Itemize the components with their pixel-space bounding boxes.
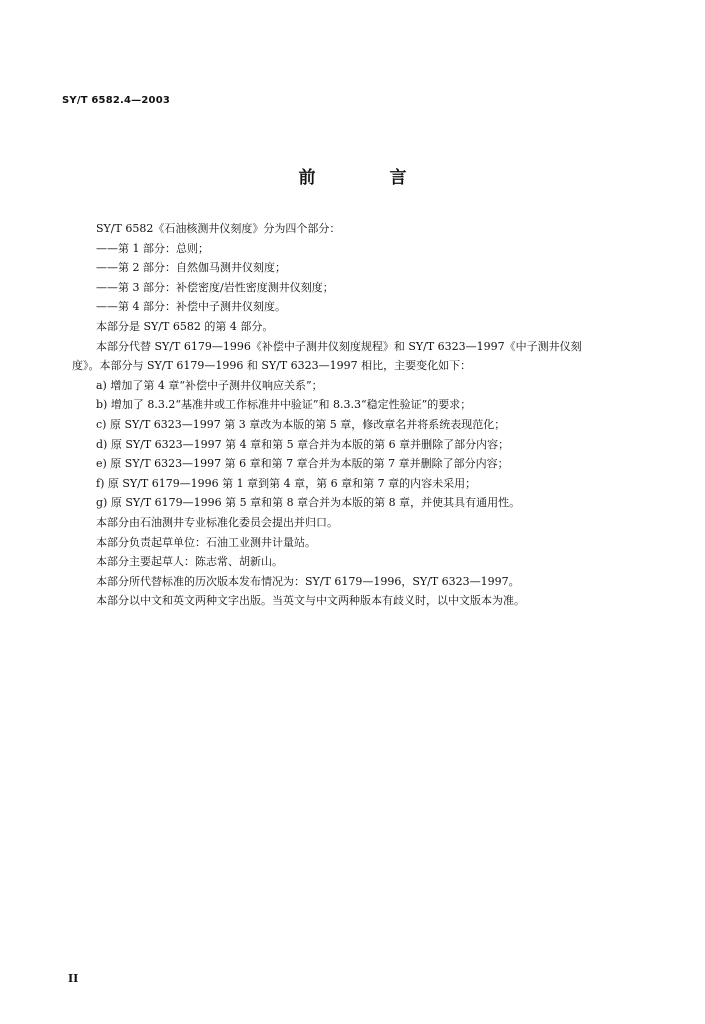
preface-line: a) 增加了第 4 章“补偿中子测井仪响应关系”； [96, 378, 323, 392]
preface-line: f) 原 SY/T 6179—1996 第 1 章到第 4 章，第 6 章和第 7 章的内容未采用； [96, 476, 477, 490]
preface-line: ——第 2 部分：自然伽马测井仪刻度； [96, 261, 286, 275]
preface-line: d) 原 SY/T 6323—1997 第 4 章和第 5 章合并为本版的第 6 章并删除了部分内容； [96, 437, 510, 451]
preface-line: 本部分主要起草人：陈志常、胡新山。 [96, 555, 283, 569]
standard-code: SY/T 6582.4—2003 [62, 95, 171, 106]
preface-line: SY/T 6582《石油核测井仪刻度》分为四个部分： [96, 222, 341, 235]
preface-line: 度》。本部分与 SY/T 6179—1996 和 SY/T 6323—1997 相比，主要变化如下： [72, 359, 472, 373]
page-number: II [68, 972, 79, 985]
preface-line: 本部分以中文和英文两种文字出版。当英文与中文两种版本有歧义时，以中文版本为准。 [96, 594, 525, 608]
preface-line: b) 增加了 8.3.2“基准井或工作标准井中验证”和 8.3.3“稳定性验证”的要求； [96, 398, 472, 412]
preface-line: 本部分由石油测井专业标准化委员会提出并归口。 [96, 515, 338, 529]
preface-line: c) 原 SY/T 6323—1997 第 3 章改为本版的第 5 章，修改章名并将系统表现范化； [96, 417, 506, 431]
preface-line: e) 原 SY/T 6323—1997 第 6 章和第 7 章合并为本版的第 7 章并删除了部分内容； [96, 457, 509, 471]
preface-line: g) 原 SY/T 6179—1996 第 5 章和第 8 章合并为本版的第 8 章，并使其具有通用性。 [96, 496, 521, 510]
preface-line: ——第 3 部分：补偿密度/岩性密度测井仪刻度； [96, 280, 334, 294]
preface-line: ——第 4 部分：补偿中子测井仪刻度。 [96, 300, 286, 314]
preface-line: ——第 1 部分：总则； [96, 241, 209, 255]
preface-body [72, 219, 632, 611]
preface-line: 本部分负责起草单位：石油工业测井计量站。 [96, 535, 316, 549]
preface-line: 本部分所代替标准的历次版本发布情况为：SY/T 6179—1996，SY/T 6323—1997。 [96, 574, 520, 588]
preface-line: 本部分代替 SY/T 6179—1996《补偿中子测井仪刻度规程》和 SY/T 6323—1997《中子测井仪刻 [96, 339, 582, 353]
page-title: 前 言 [298, 168, 441, 188]
preface-line: 本部分是 SY/T 6582 的第 4 部分。 [96, 319, 274, 333]
